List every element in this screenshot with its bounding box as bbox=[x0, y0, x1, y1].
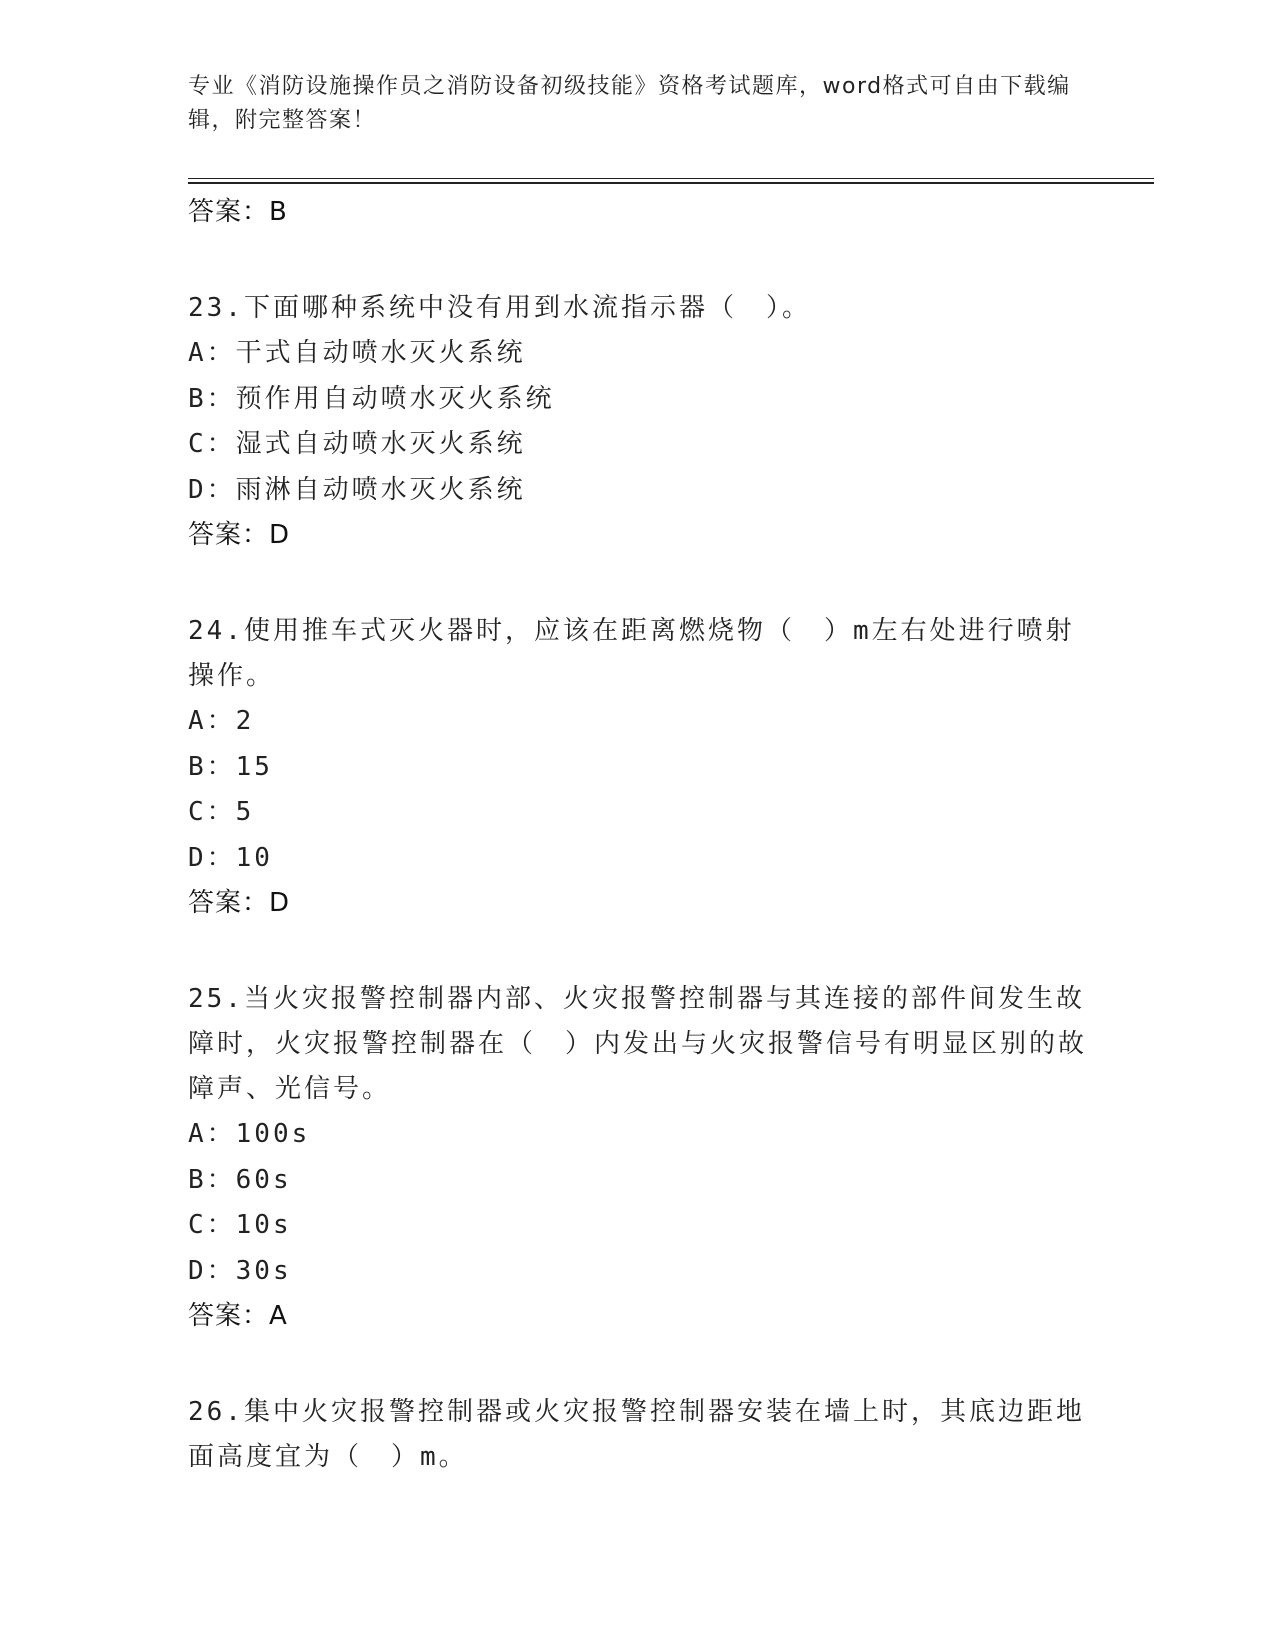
question-block bbox=[188, 286, 1088, 557]
question-block bbox=[188, 977, 1088, 1338]
question-text: 24.使用推车式灭火器时，应该在距离燃烧物（ ）m左右处进行喷射操作。 bbox=[188, 616, 1075, 691]
question-block bbox=[188, 1390, 1088, 1480]
question-list bbox=[188, 190, 1088, 1480]
question-text: 26.集中火灾报警控制器或火灾报警控制器安装在墙上时，其底边距地面高度宜为（ ）m。 bbox=[188, 1397, 1085, 1472]
answer-line: 答案：A bbox=[188, 1301, 288, 1331]
option-b: B：60s bbox=[188, 1164, 292, 1195]
option-d: D：30s bbox=[188, 1255, 292, 1286]
option-c: C：湿式自动喷水灭火系统 bbox=[188, 429, 526, 459]
page-header: 专业《消防设施操作员之消防设备初级技能》资格考试题库，word格式可自由下载编辑，附完整答案！ bbox=[188, 74, 1071, 133]
answer-line: 答案：B bbox=[188, 197, 288, 227]
option-a: A：100s bbox=[188, 1119, 311, 1149]
question-text: 25.当火灾报警控制器内部、火灾报警控制器与其连接的部件间发生故障时，火灾报警控制器在（ ）内发出与火灾报警信号有明显区别的故障声、光信号。 bbox=[188, 984, 1088, 1104]
option-d: D：10 bbox=[188, 842, 273, 873]
header-divider bbox=[188, 178, 1154, 179]
option-b: B：预作用自动喷水灭火系统 bbox=[188, 383, 555, 414]
option-b: B：15 bbox=[188, 751, 273, 782]
header-divider-thick bbox=[188, 182, 1154, 184]
question-block bbox=[188, 609, 1088, 925]
answer-line: 答案：D bbox=[188, 888, 291, 918]
question-text: 23.下面哪种系统中没有用到水流指示器（ ）。 bbox=[188, 293, 811, 323]
option-c: C：5 bbox=[188, 797, 255, 827]
option-a: A：干式自动喷水灭火系统 bbox=[188, 338, 526, 368]
option-c: C：10s bbox=[188, 1210, 292, 1240]
option-d: D：雨淋自动喷水灭火系统 bbox=[188, 474, 526, 505]
option-a: A：2 bbox=[188, 706, 255, 736]
answer-line: 答案：D bbox=[188, 520, 291, 550]
